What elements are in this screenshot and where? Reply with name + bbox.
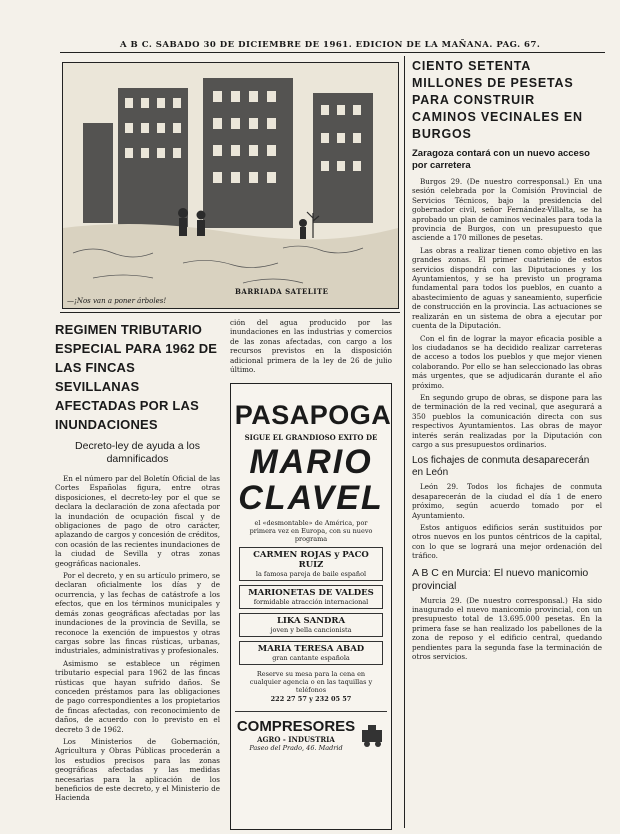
left-article-paragraph: En el número par del Boletín Oficial de las Cortes Españolas figura, entre otras disposiciones, el decreto-ley por el que se declara la declaración de zona afectada por la inundación de ocupación fiscal y de obligaciones de pago de otro carácter, aplazando de cargos y concesión de créditos, con ocasión de las recientes inundaciones de la ciudad de Sevilla y otras zonas geográficas nacionales. [55, 474, 220, 568]
left-article-headline: REGIMEN TRIBUTARIO ESPECIAL PARA 1962 DE LAS FINCAS SEVILLANAS AFECTADAS POR LAS INUNDACIONES [55, 322, 218, 432]
top-rule [60, 52, 605, 53]
right-article1-body [412, 177, 602, 449]
cartoon-illustration [62, 62, 399, 309]
reservation-phones: 222 27 57 y 232 05 57 [270, 695, 352, 703]
act-name: MARIA TERESA ABAD [257, 644, 365, 654]
compressor-icon [359, 722, 385, 748]
act-box [239, 613, 383, 637]
act-name: MARIONETAS DE VALDES [248, 588, 374, 598]
right-article1-headline: CIENTO SETENTA MILLONES DE PESETAS PARA CONSTRUIR CAMINOS VECINALES EN BURGOS [412, 59, 583, 141]
sponsor-name: COMPRESORES [236, 718, 356, 735]
left-article-paragraph: Por el decreto, y en su artículo primero, se declaran oficialmente los días y de ocurrencia, y las fechas de catástrofe a los efectos, que en los términos municipales y demás zonas geográficas afectadas por las inundaciones de la provincia de Sevilla, se reconoce la exención de impuestos y otras cargas sobre las fincas rústicas, urbanas, industriales, administrativas y profesionales. [55, 571, 220, 656]
act-description: joven y bella cancionista [270, 626, 352, 634]
right-article1-subhead: Zaragoza contará con un nuevo acceso por carretera [412, 148, 590, 171]
right-article3-body [412, 596, 602, 662]
right-article2-headline: Los fichajes de conmuta desaparecerán en León [412, 455, 590, 479]
right-article1-paragraph: Con el fin de lograr la mayor eficacia posible a los ciudadanos se ha decidido realizar carreteras de acceso a todos los pueblos y que mejor vienen colaborando. Por ello se han seleccionado las obras más urgentes, que se adjudicarán durante el año próximo. [412, 333, 602, 390]
star-name-line2: CLAVEL [238, 479, 384, 517]
left-article [55, 320, 220, 830]
pasapoga-advertisement [230, 383, 392, 830]
left-article-subhead: Decreto-ley de ayuda a los damnificados [75, 440, 200, 465]
act-box [239, 641, 383, 665]
middle-continuation-text: ción del agua producido por las inundaciones en las industrias y comercios de las zonas afectadas, con cargo a los recursos previstos en la disposición adicional primera de la ley de 26 de julio último. [230, 318, 392, 375]
column-rule [404, 56, 405, 828]
sponsor-subtitle: AGRO - INDUSTRIA [257, 735, 335, 744]
venue-name: PASAPOGA [234, 400, 392, 430]
act-box [239, 585, 383, 609]
right-article1-paragraph: Las obras a realizar tienen como objetivo en las grandes zonas. El primer cuatrienio de estos servicios dispondrá con las Diputaciones y los Ayuntamientos, y se ha previsto un programa fundamental para todos los pueblos, en cuanto a abastecimiento de aguas y saneamiento, superficie de construcción en la provincia. Las actuaciones se realizarán en un sistema de obra a ejecutar por cuenta de la Diputación. [412, 245, 602, 331]
left-article-body [55, 474, 220, 803]
middle-continuation [230, 318, 392, 378]
reservation-info: Reserve su mesa para la cena en cualquier agencia o en las taquillas y teléfonos [249, 670, 373, 694]
illustration-bottom-rule [60, 312, 400, 313]
act-name: CARMEN ROJAS y PACO RUIZ [253, 550, 369, 570]
right-article1-paragraph: Burgos 29. (De nuestro corresponsal.) En una sesión celebrada por la Comisión Provincial de Servicios Técnicos, bajo la presidencia del gobernador civil, señor Fernández-Villalta, se ha aprobado un plan de caminos vecinales para toda la provincia de Burgos, con un presupuesto que asciende a 170 millones de pesetas. [412, 177, 602, 243]
act-box [239, 547, 383, 581]
ad-tagline: SIGUE EL GRANDIOSO EXITO DE [244, 433, 378, 442]
right-article3-paragraph: Murcia 29. (De nuestro corresponsal.) Ha sido inaugurado el nuevo manicomio provincial, con un presupuesto total de 13.695.000 pesetas. En la primera fase se han realizado los pabellones de la zona de reposo y el edificio central, quedando pendientes para la segunda fase la terminación de otros servicios. [412, 595, 602, 662]
act-name: LIKA SANDRA [276, 616, 346, 626]
right-column [412, 58, 602, 830]
left-article-paragraph: Asimismo se establece un régimen tributario especial para 1962 de las fincas rústicas que hayan sufrido daños. Se conceden préstamos para las obligaciones de pago correspondientes a los propietarios de fincas afectadas, con reconocimiento de daños, de acuerdo con lo previsto en el decreto 3 de 1962. [55, 658, 220, 734]
illustration-caption: —¡Nos van a poner árboles! [67, 297, 167, 305]
running-head: A B C. SABADO 30 DE DICIEMBRE DE 1961. EDICION DE LA MAÑANA. PAG. 67. [120, 40, 541, 50]
star-description: el «desmontable» de América, por primera vez en Europa, con su nuevo programa [249, 519, 373, 543]
star-name-line1: MARIO [249, 443, 373, 481]
left-article-paragraph: Los Ministerios de Gobernación, Agricultura y Obras Públicas procederán a los estudios precisos para las zonas geográficas afectadas y las medidas necesarias para la aplicación de los beneficios de este decreto, y el Ministerio de Hacienda [55, 736, 220, 803]
right-article1-paragraph: En segundo grupo de obras, se dispone para las de terminación de la red vecinal, que asegurará a 350 pueblos la comunicación directa con sus respectivos Ayuntamientos. Las obras de mayor interés serán realizadas por la Diputación con cargo a sus presupuestos ordinarios. [412, 392, 602, 449]
act-description: la famosa pareja de baile español [255, 570, 367, 578]
right-article2-body [412, 482, 602, 560]
right-article2-paragraph: Estos antiguos edificios serán sustituidos por otros nuevos en los puntos céntricos de la capital, con lo que se logrará una mejor ordenación del tráfico. [412, 523, 602, 561]
act-description: formidable atracción internacional [253, 598, 369, 606]
right-article2-paragraph: León 29. Todos los fichajes de conmuta desaparecerán de la ciudad el día 1 de enero próximo, según acuerdo tomado por el Ayuntamiento. [412, 482, 602, 520]
cartoon-drawing [63, 63, 398, 308]
right-article3-headline: A B C en Murcia: El nuevo manicomio provincial [412, 566, 589, 592]
illustration-title: BARRIADA SATELITE [235, 287, 329, 296]
sponsor-address: Paseo del Prado, 46. Madrid [249, 744, 343, 752]
act-description: gran cantante española [272, 654, 350, 662]
